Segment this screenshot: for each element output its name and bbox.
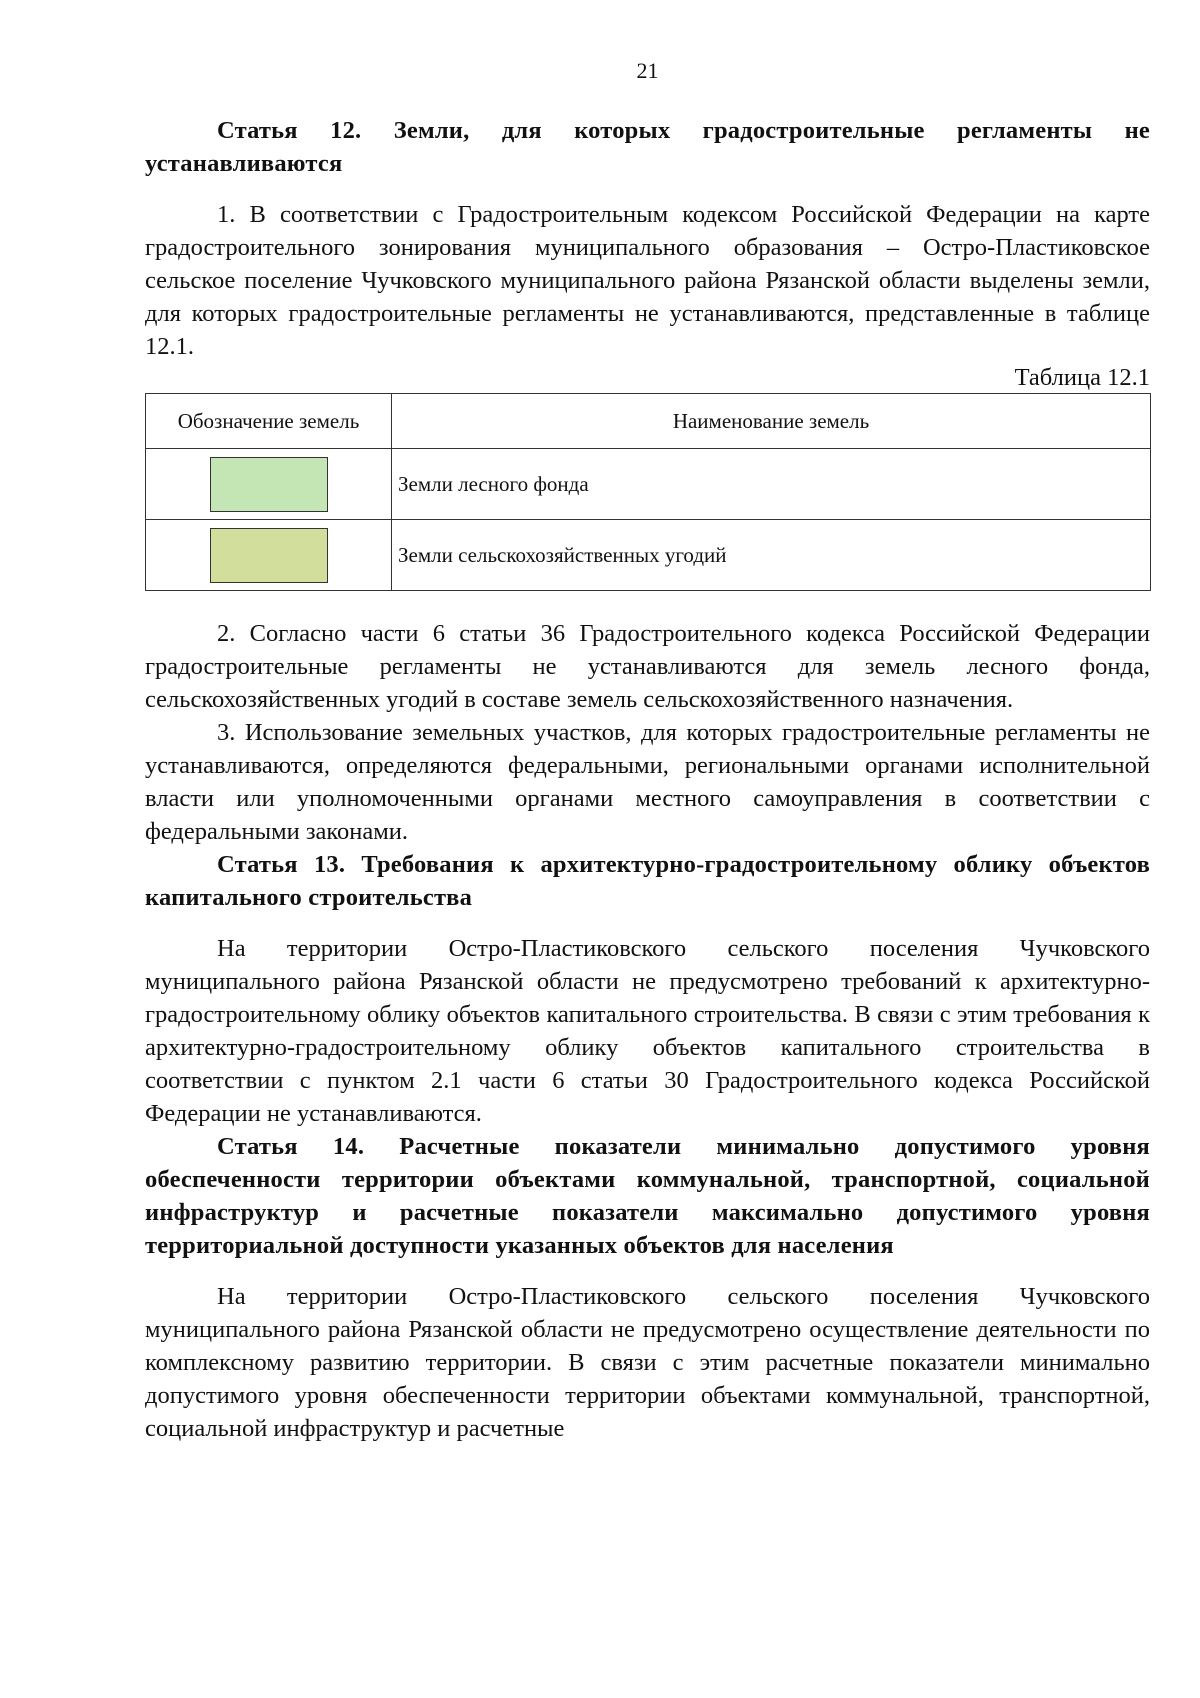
table-header-name: Наименование земель [392,394,1151,449]
table-header-row [146,394,1151,449]
article-12-paragraph-3: 3. Использование земельных участков, для которых градостроительные регламенты не устанавливаются, определяются федеральными, региональными органами исполнительной власти или уполномоченными органами местного самоуправления в соответствии с федеральными законами. [145,719,1150,845]
table-row [146,520,1151,591]
table-cell-swatch [146,449,392,520]
article-13-heading: Статья 13. Требования к архитектурно-градостроительному облику объектов капитального строительства [145,851,1150,911]
page-number: 21 [636,58,659,83]
article-12-paragraph-2: 2. Согласно части 6 статьи 36 Градостроительного кодекса Российской Федерации градостроительные регламенты не устанавливаются для земель лесного фонда, сельскохозяйственных угодий в составе земель сельскохозяйственного назначения. [145,620,1150,713]
article-13-paragraph-1: На территории Остро-Пластиковского сельского поселения Чучковского муниципального района Рязанской области не предусмотрено требований к архитектурно-градостроительному облику объектов капитального строительства. В связи с этим требования к архитектурно-градостроительному облику объектов капитального строительства в соответствии с пунктом 2.1 части 6 статьи 30 Градостроительного кодекса Российской Федерации не устанавливаются. [145,935,1150,1127]
table-caption: Таблица 12.1 [1014,364,1150,391]
page-content [145,114,1150,1445]
table-header-designation: Обозначение земель [146,394,392,449]
article-14-heading: Статья 14. Расчетные показатели минимально допустимого уровня обеспеченности территории объектами коммунальной, транспортной, социальной инфраструктур и расчетные показатели максимально допустимого уровня территориальной доступности указанных объектов для населения [145,1133,1150,1259]
table-cell-name: Земли сельскохозяйственных угодий [392,520,1151,591]
article-14-paragraph-1: На территории Остро-Пластиковского сельского поселения Чучковского муниципального района Рязанской области не предусмотрено осуществление деятельности по комплексному развитию территории. В связи с этим расчетные показатели минимально допустимого уровня обеспеченности территории объектами коммунальной, транспортной, социальной инфраструктур и расчетные [145,1283,1150,1442]
article-12-heading: Статья 12. Земли, для которых градостроительные регламенты не устанавливаются [145,117,1150,177]
table-cell-name: Земли лесного фонда [392,449,1151,520]
table-row [146,449,1151,520]
article-12-paragraph-1: 1. В соответствии с Градостроительным кодексом Российской Федерации на карте градостроительного зонирования муниципального образования – Остро-Пластиковское сельское поселение Чучковского муниципального района Рязанской области выделены земли, для которых градостроительные регламенты не устанавливаются, представленные в таблице 12.1. [145,201,1150,360]
agricultural-land-swatch [210,528,328,583]
table-cell-swatch [146,520,392,591]
forest-land-swatch [210,457,328,512]
lands-legend-table [145,393,1151,591]
